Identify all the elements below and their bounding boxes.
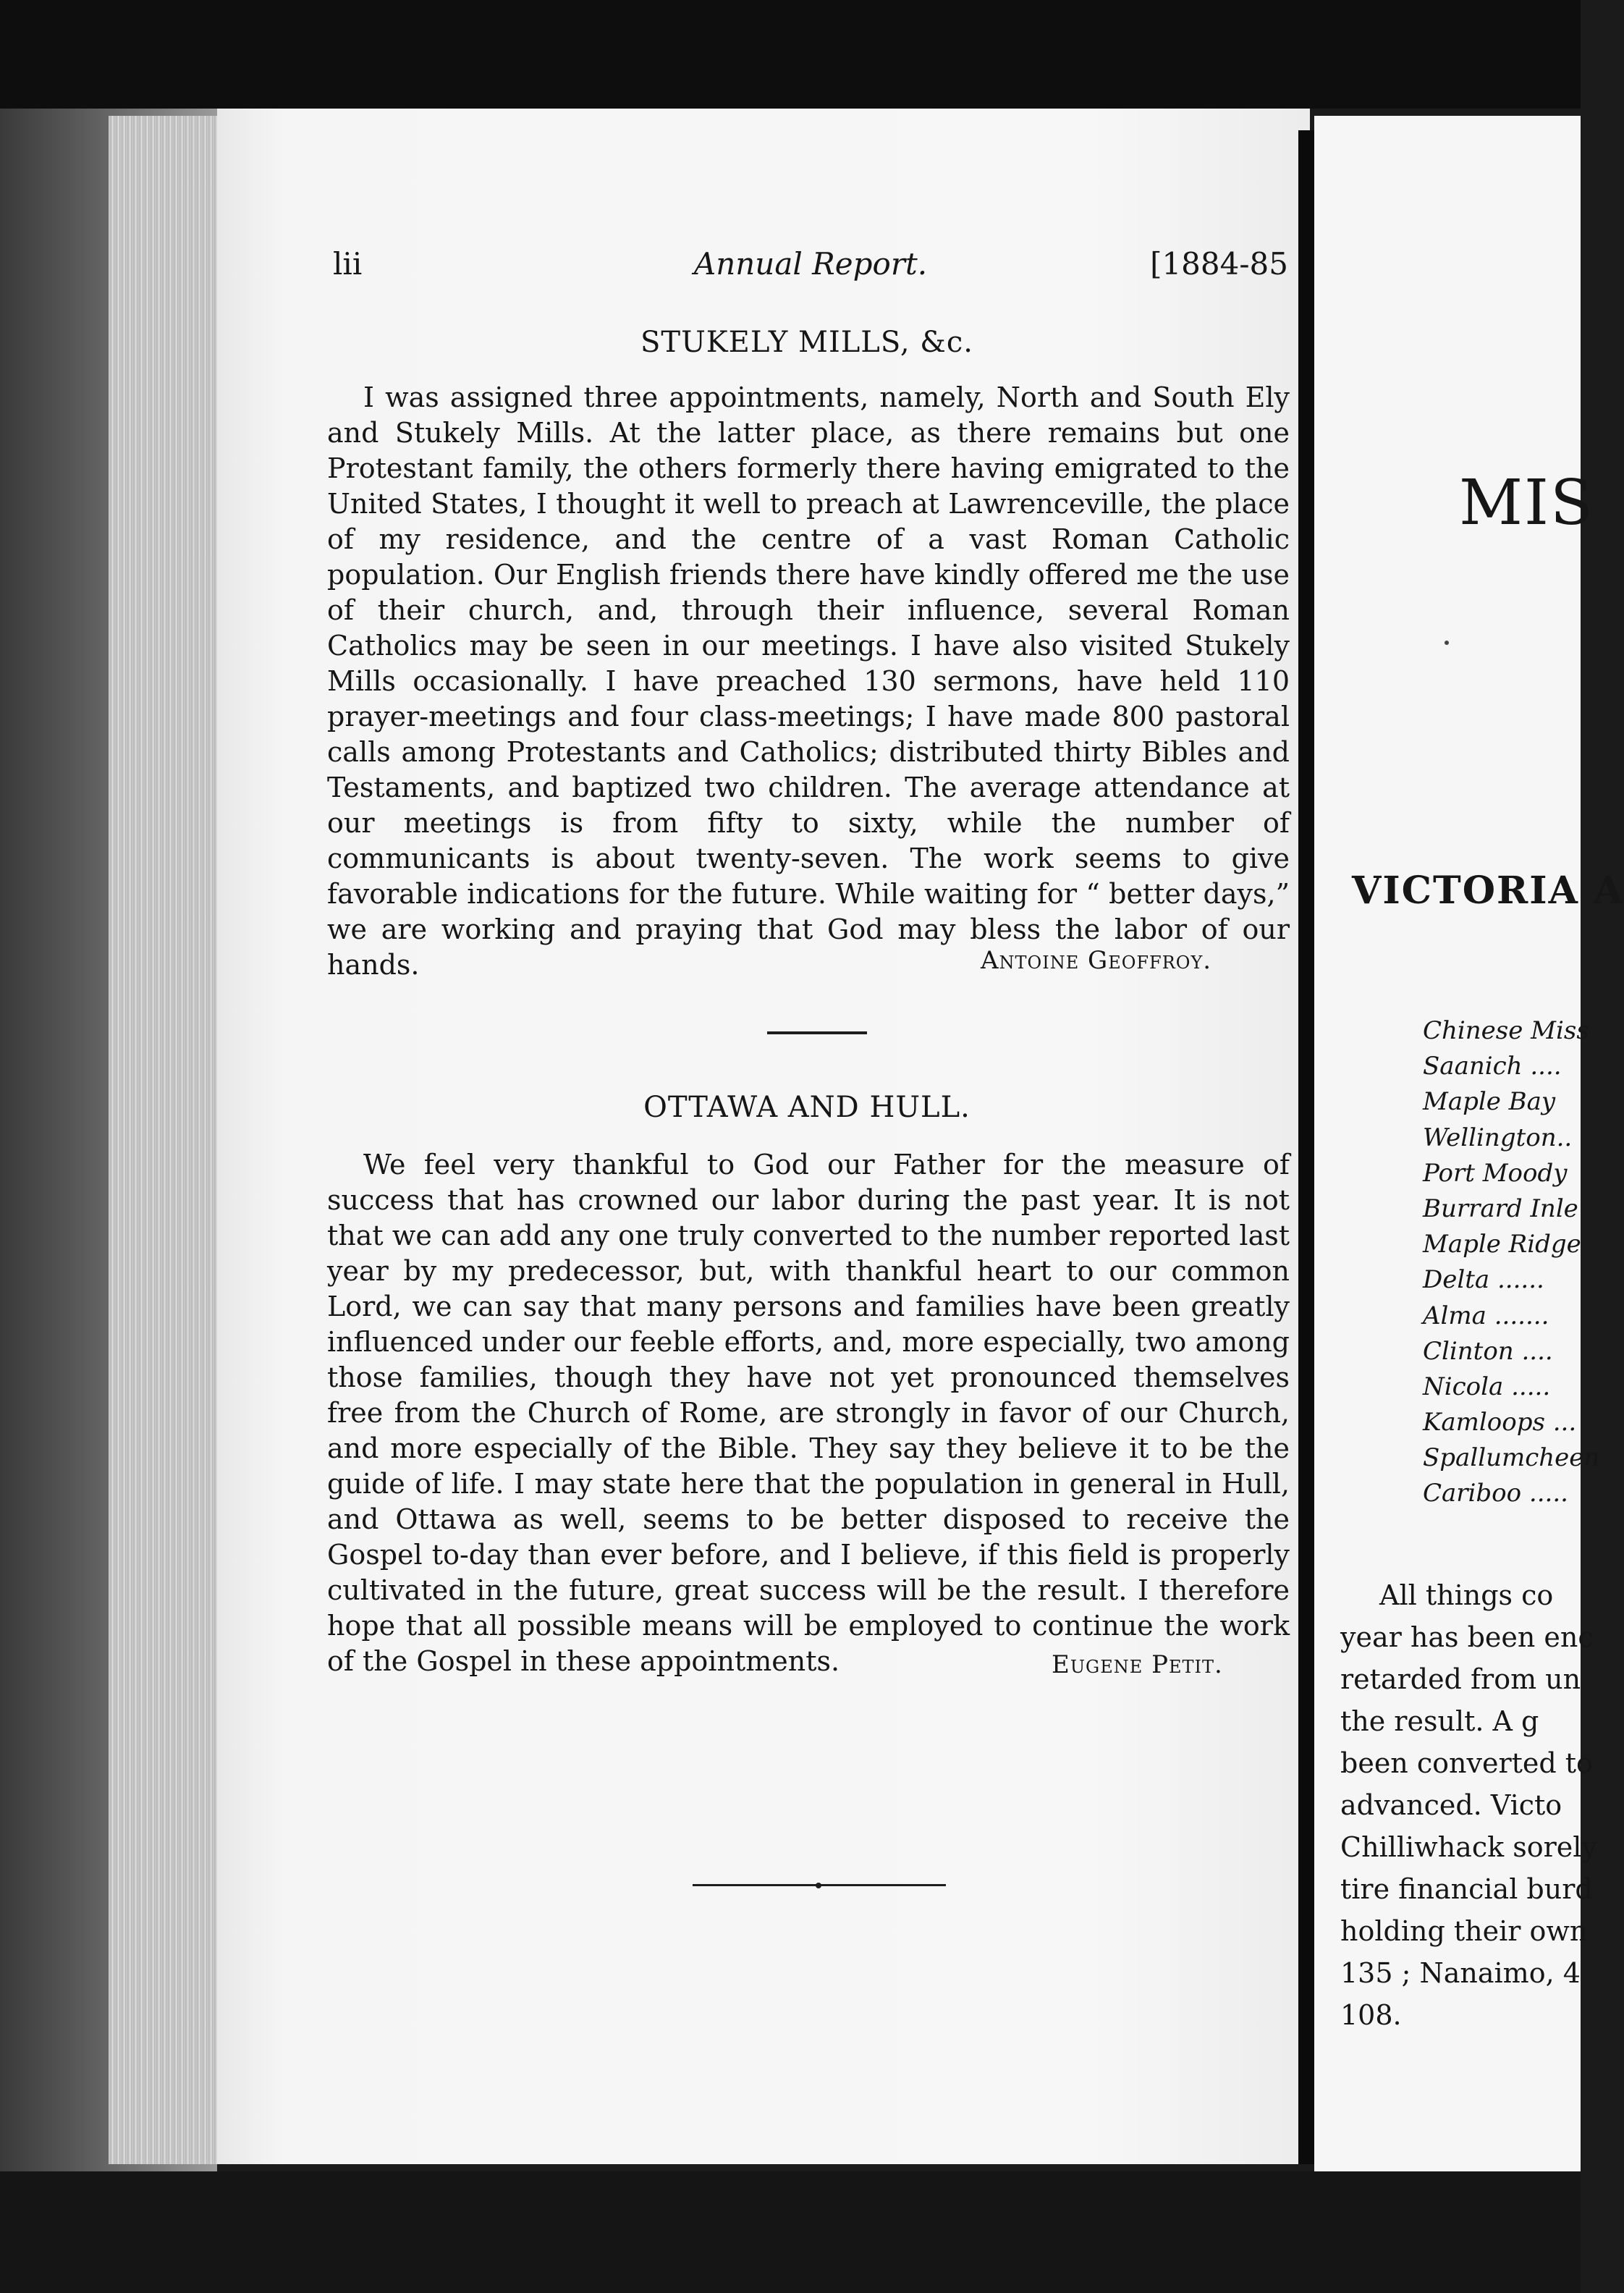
end-ornament-dot [816, 1883, 821, 1888]
section-title-ottawa: OTTAWA AND HULL. [643, 1091, 970, 1124]
list-item: Chinese Miss [1423, 1016, 1589, 1045]
scan-bottom-border [0, 2171, 1581, 2293]
section-body-ottawa: We feel very thankful to God our Father for the measure of success that has crowned our labor during the past year. It is not that we can add any one truly converted to the number reported last year by my predecessor, but, with thankful heart to our common Lord, we can say that many persons and families have been greatly influenced under our feeble efforts, and, more especially, two among those families, though they have not yet pronounced themselves free from the Church of Rome, are strongly in favor of our Church, and more especially of the Bible. They say they believe it to be the guide of life. I may state here that the population in general in Hull, and Ottawa as well, seems to be better disposed to receive the Gospel to-day than ever before, and I believe, if this field is properly cultivated in the future, great success will be the result. I therefore hope that all possible means will be employed to continue the work of the Gospel in these appointments. [327, 1149, 1290, 1677]
scan-top-border [0, 0, 1581, 109]
book-gutter [1298, 130, 1314, 2164]
list-item: Cariboo ..... [1423, 1479, 1568, 1508]
body-line: holding their own [1340, 1915, 1588, 1947]
body-line: year has been enc [1340, 1621, 1594, 1653]
left-page [217, 109, 1310, 2164]
list-item: Port Moody [1423, 1158, 1568, 1188]
section-divider [767, 1031, 867, 1034]
right-page-body [1340, 1574, 1597, 2036]
running-head [333, 246, 1288, 290]
list-item: Wellington.. [1423, 1123, 1573, 1152]
right-page-subheading: VICTORIA A [1352, 869, 1624, 913]
section-body-stukely: I was assigned three appointments, namely, North and South Ely and Stukely Mills. At the latter place, as there remains but one Protestant family, the others formerly there having emigrated to the United States, I thought it well to preach at Lawrenceville, the place of my residence, and the centre of a vast Roman Catholic population. Our English friends there have kindly offered me the use of their church, and, through their influence, several Roman Catholics may be seen in our meetings. I have also visited Stukely Mills occasionally. I have preached 130 sermons, have held 110 prayer-meetings and four class-meetings; I have made 800 pastoral calls among Protestants and Catholics; distributed thirty Bibles and Testaments, and baptized two children. The average attendance at our meetings is from fifty to sixty, while the number of communicants is about twenty-seven. The work seems to give favorable indications for the future. While waiting for “ better days,” we are working and praying that God may bless the labor of our hands. [327, 381, 1290, 981]
signature-geoffroy: Antoine Geoffroy. [981, 946, 1212, 975]
right-page-heading: MIS [1459, 467, 1594, 539]
signature-petit: Eugene Petit. [1052, 1650, 1223, 1679]
body-line: tire financial burd [1340, 1873, 1593, 1905]
body-line: been converted to [1340, 1747, 1593, 1779]
list-item: Burrard Inle [1423, 1194, 1578, 1223]
list-item: Maple Ridge [1423, 1230, 1581, 1259]
running-title: Annual Report. [693, 246, 928, 282]
body-line: advanced. Victo [1340, 1789, 1562, 1821]
right-page [1314, 116, 1624, 2171]
list-item: Delta ...... [1423, 1265, 1544, 1295]
list-item: Clinton .... [1423, 1336, 1553, 1366]
body-line: All things co [1379, 1579, 1554, 1611]
page-number: lii [333, 246, 363, 282]
section-title-stukely: STUKELY MILLS, &c. [640, 326, 973, 359]
list-item: Kamloops ... [1423, 1408, 1577, 1437]
body-line: 108. [1340, 1999, 1402, 2031]
page-edges [109, 116, 217, 2164]
body-line: Chilliwhack sorely [1340, 1831, 1597, 1863]
mission-list [1423, 1013, 1599, 1512]
body-line: the result. A g [1340, 1705, 1539, 1737]
body-line: 135 ; Nanaimo, 4 [1340, 1957, 1581, 1989]
list-item: Spallumcheen [1423, 1443, 1600, 1473]
body-line: retarded from un [1340, 1663, 1581, 1695]
decorative-dot [1445, 641, 1449, 645]
running-year: [1884-85 [1150, 246, 1288, 282]
list-item: Alma ....... [1423, 1301, 1549, 1330]
list-item: Nicola ..... [1423, 1372, 1551, 1401]
list-item: Maple Bay [1423, 1087, 1556, 1117]
list-item: Saanich .... [1423, 1052, 1562, 1081]
